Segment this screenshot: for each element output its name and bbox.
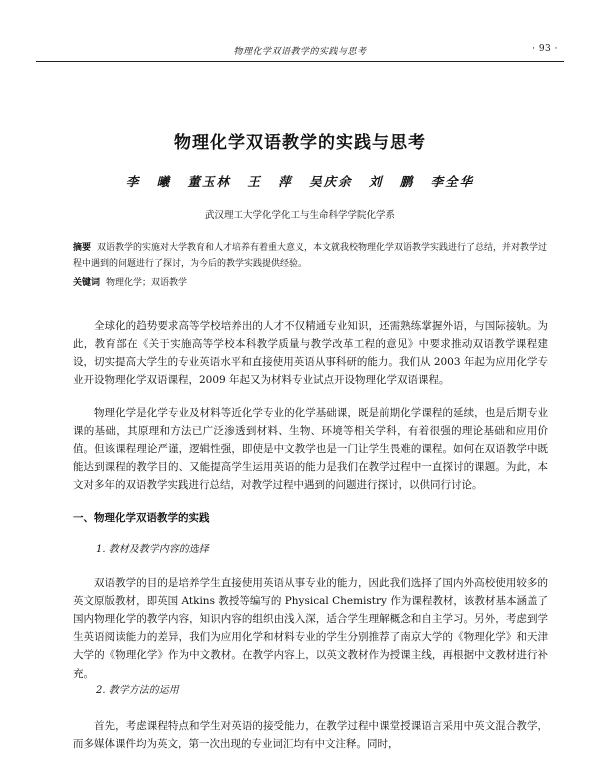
abstract-text: 双语教学的实施对大学教育和人才培养有着重大意义，本文就我校物理化学双语教学实践进行了总结，并对教学过程中遇到的问题进行了探讨，为今后的教学实践提供经验。 [73,243,548,269]
subsection-heading: 1. 教材及教学内容的选择 [96,544,209,555]
body-paragraph: 首先，考虑课程特点和学生对英语的接受能力，在教学过程中课堂授课语言采用中英文混合教学，而多媒体课件均为英文，第一次出现的专业词汇均有中文注释。同时， [73,719,548,750]
running-title: 物理化学双语教学的实践与思考 [233,47,367,57]
affiliation: 武汉理工大学化学化工与生命科学学院化学系 [204,210,395,221]
keywords-text: 物理化学；双语教学 [106,278,188,288]
keywords-label: 关键词 [73,278,101,288]
section-heading: 一、物理化学双语教学的实践 [73,512,210,524]
subsection-heading: 2. 教学方法的运用 [96,685,179,696]
article-title: 物理化学双语教学的实践与思考 [174,133,426,153]
abstract-block [73,240,548,272]
header-rule [36,61,564,62]
body-paragraph: 双语教学的目的是培养学生直接使用英语从事专业的能力，因此我们选择了国内外高校使用较多的英文原版教材，即英国 Atkins 教授等编写的 Physical Chemistry 作为课程教材，该教材基本涵盖了国内物理化学的教学内容，知识内容的组织由浅入深，适合学生理解概念和自主学习。另外，考虑到学生英语阅读能力的差异，我们为应用化学和材料专业的学生分别推荐了南京大学的《物理化学》和天津大学的《物理化学》作为中文教材。在教学内容上，以英文教材作为授课主线，再根据中文教材进行补充。 [73,576,548,680]
page-number: · 93 · [532,44,558,54]
author-list: 李 曦 董玉林 王 萍 吴庆余 刘 鹏 李全华 [125,174,475,189]
body-paragraph: 物理化学是化学专业及材料等近化学专业的化学基础课，既是前期化学课程的延续，也是后期专业课的基础，其原理和方法已广泛渗透到材料、生物、环境等相关学科，有着很强的理论基础和应用价值。但该课程理论严谨，逻辑性强，即使是中文教学也是一门让学生畏难的课程。如何在双语教学中既能达到课程的教学目的、又能提高学生运用英语的能力是我们在教学过程中一直探讨的课题。为此，本文对多年的双语教学实践进行总结，对教学过程中遇到的问题进行探讨，以供同行讨论。 [73,406,548,492]
running-header [36,44,564,62]
keywords-block [73,275,548,291]
abstract-label: 摘要 [73,243,92,253]
body-paragraph: 全球化的趋势要求高等学校培养出的人才不仅精通专业知识，还需熟练掌握外语，与国际接轨。为此，教育部在《关于实施高等学校本科教学质量与教学改革工程的意见》中要求推动双语教学课程建设，切实提高大学生的专业英语水平和直接使用英语从事科研的能力。我们从 2003 年起为应用化学专业开设物理化学双语课程，2009 年起又为材料专业试点开设物理化学双语课程。 [73,319,548,387]
